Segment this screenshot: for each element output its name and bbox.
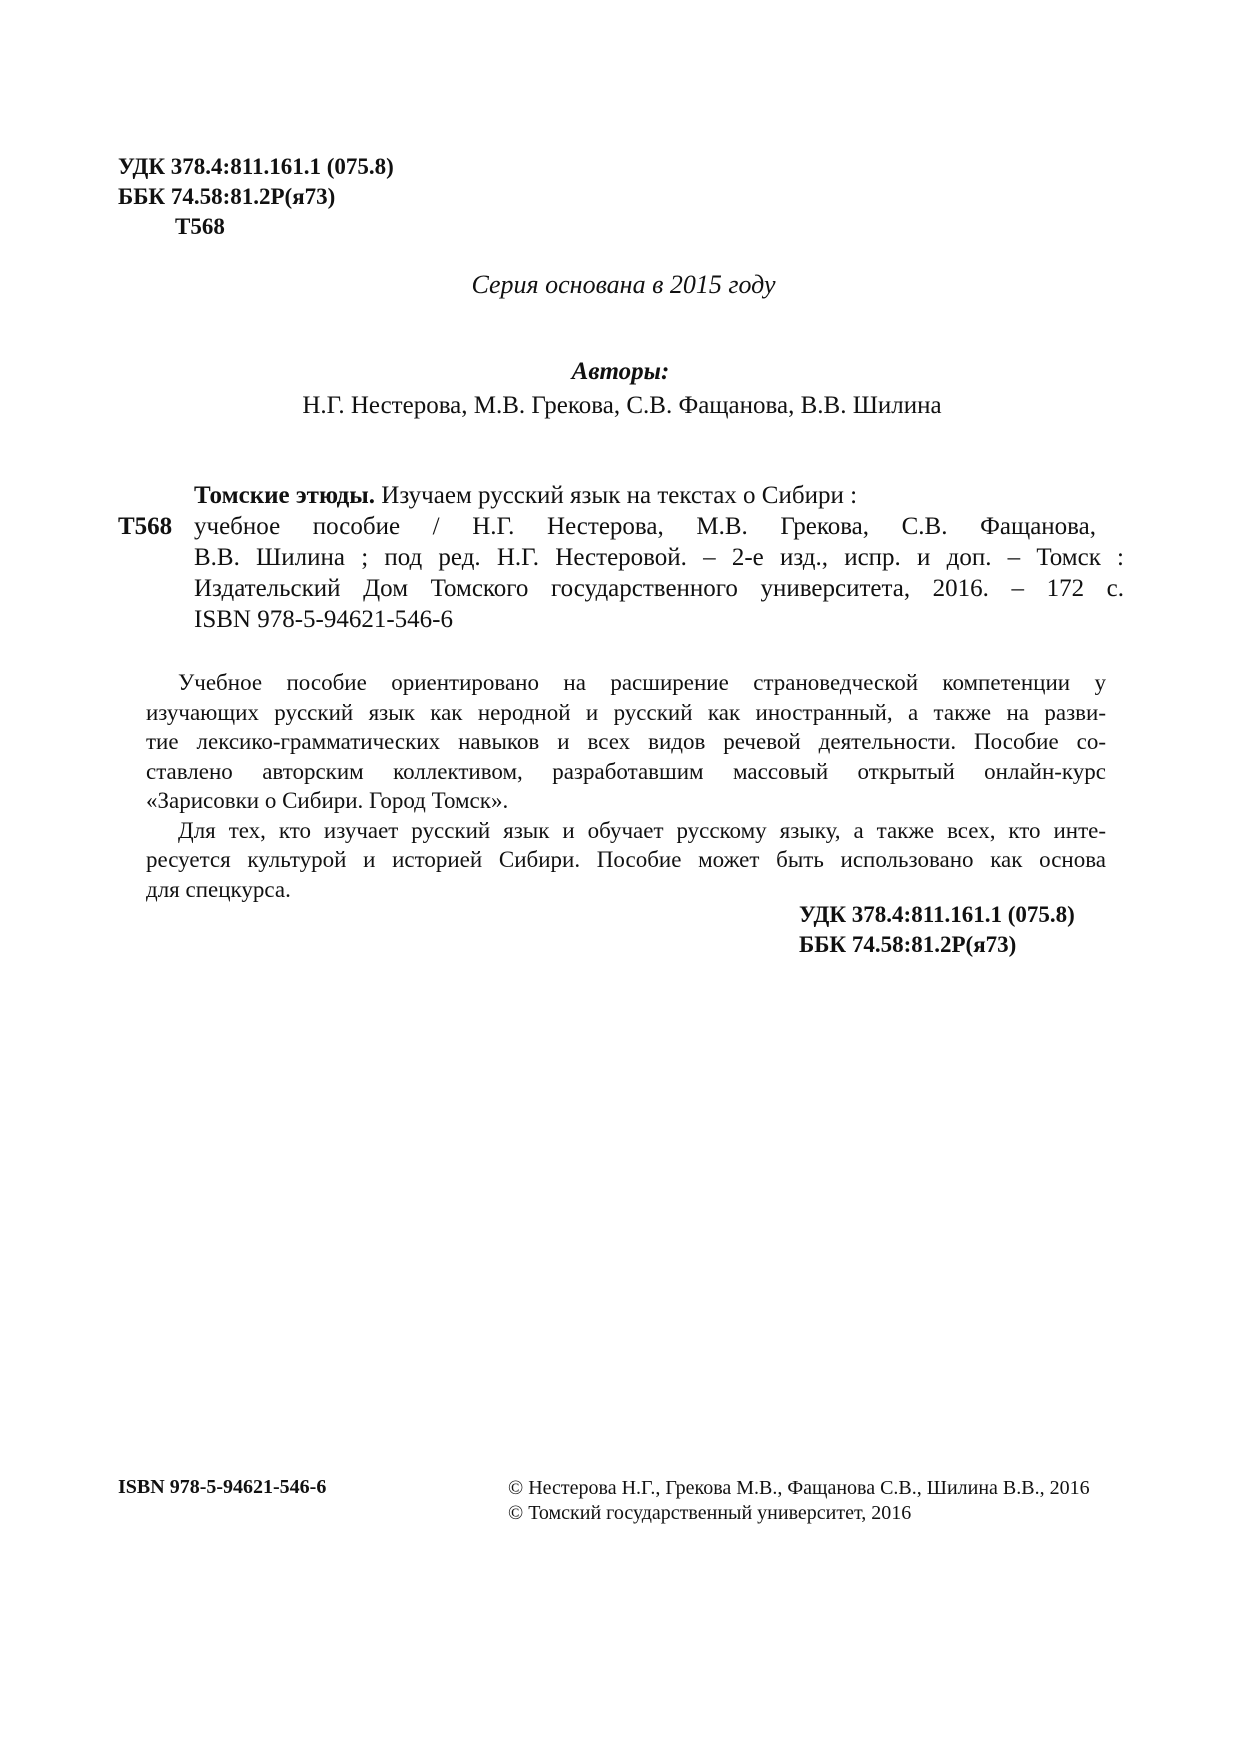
udk-code: УДК 378.4:811.161.1 (075.8) [118, 154, 394, 179]
copyright-university: © Томский государственный университет, 2016 [508, 1502, 912, 1524]
series-note [0, 270, 1241, 300]
annotation-line: изучающих русский язык как неродной и русский как иностранный, а также на разви- [146, 699, 1106, 725]
biblio-line-4: Издательский Дом Томского государственного университета, 2016. – 172 с. [194, 575, 1124, 602]
copyright-authors: © Нестерова Н.Г., Грекова М.В., Фащанова С.В., Шилина В.В., 2016 [508, 1477, 1090, 1499]
copyright-block [508, 1476, 1090, 1526]
biblio-line-2: учебное пособие / Н.Г. Нестерова, М.В. Грекова, С.В. Фащанова, [194, 513, 1096, 540]
bbk-code: ББК 74.58:81.2Р(я73) [118, 184, 336, 209]
biblio-isbn: ISBN 978-5-94621-546-6 [194, 606, 454, 633]
biblio-line-1 [194, 480, 1124, 511]
author-mark: Т568 [175, 214, 225, 239]
annotation-line: для спецкурса. [146, 876, 291, 902]
annotation-line: Учебное пособие ориентировано на расширение страноведческой компетенции у [178, 670, 1106, 695]
bibliographic-record [194, 480, 1124, 635]
annotation-line: тие лексико-грамматических навыков и всех видов речевой деятельности. Пособие со- [146, 729, 1106, 754]
annotation-paragraph-2 [146, 816, 1106, 905]
annotation-line: ставлено авторским коллективом, разработавшим массовый открытый онлайн-курс [146, 758, 1106, 784]
udk-code-bottom: УДК 378.4:811.161.1 (075.8) [799, 902, 1075, 927]
biblio-line-3: В.В. Шилина ; под ред. Н.Г. Нестеровой. – 2-е изд., испр. и доп. – Томск : [194, 544, 1124, 571]
authors-heading: Авторы: [571, 358, 670, 385]
annotation [146, 668, 1106, 904]
series-note-text: Серия основана в 2015 году [471, 270, 776, 299]
book-subtitle: Изучаем русский язык на текстах о Сибири : [381, 482, 858, 509]
annotation-line: ресуется культурой и историей Сибири. Пособие может быть использовано как основа [146, 847, 1106, 872]
annotation-line: «Зарисовки о Сибири. Город Томск». [146, 788, 509, 813]
annotation-line: Для тех, кто изучает русский язык и обучает русскому языку, а также всех, кто инте- [178, 817, 1106, 843]
classification-codes-bottom [799, 900, 1075, 960]
classification-codes-top [118, 152, 394, 242]
isbn-imprint: ISBN 978-5-94621-546-6 [118, 1476, 327, 1498]
book-title: Томские этюды. [194, 482, 376, 509]
cutter-mark: Т568 [118, 513, 173, 540]
annotation-paragraph-1 [146, 668, 1106, 816]
authors-names: Н.Г. Нестерова, М.В. Грекова, С.В. Фащанова, В.В. Шилина [302, 392, 942, 419]
bbk-code-bottom: ББК 74.58:81.2Р(я73) [799, 932, 1017, 957]
